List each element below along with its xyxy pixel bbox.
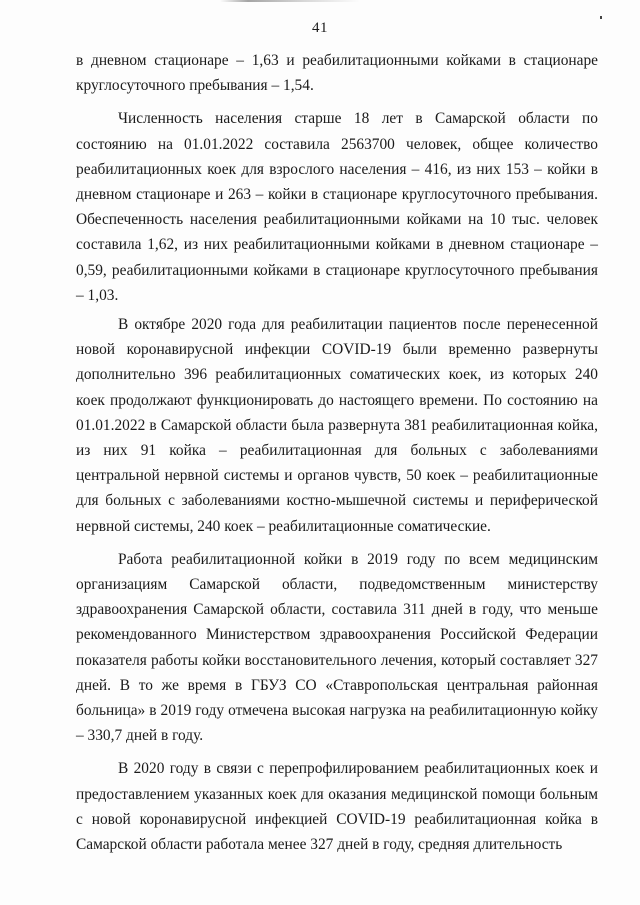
page-number: 41 [312,20,328,36]
paragraph-3: В октябре 2020 года для реабилитации пациентов после перенесенной новой коронавирусной инфекции COVID-19 были временно развернуты дополнительно 396 реабилитационных соматических коек, из которых 240 коек продолжают функционировать до настоящего времени. По состоянию на 01.01.2022 в Самарской области была развернута 381 реабилитационная койка, из них 91 койка – реабилитационная для больных с заболеваниями центральной нервной системы и органов чувств, 50 коек – реабилитационные для больных с заболеваниями костно-мышечной системы и периферической нервной системы, 240 коек – реабилитационные соматические. [76,316,598,535]
paragraph-5: В 2020 году в связи с перепрофилированием реабилитационных коек и предоставлением указанных коек для оказания медицинской помощи больным с новой коронавирусной инфекцией COVID-19 реабилитационная койка в Самарской области работала менее 327 дней в году, средняя длительность [76,760,598,854]
paragraph-4: Работа реабилитационной койки в 2019 году по всем медицинским организациям Самарской области, подведомственным министерству здравоохранения Самарской области, составила 311 дней в году, что меньше рекомендованного Министерством здравоохранения Российской Федерации показателя работы койки восстановительного лечения, который составляет 327 дней. В то же время в ГБУЗ СО «Ставропольская центральная районная больница» в 2019 году отмечена высокая нагрузка на реабилитационную койку – 330,7 дней в году. [76,550,598,745]
paragraph-2: Численность населения старше 18 лет в Самарской области по состоянию на 01.01.2022 составила 2563700 человек, общее количество реабилитационных коек для взрослого населения – 416, из них 153 – койки в дневном стационаре и 263 – койки в стационаре круглосуточного пребывания. Обеспеченность населения реабилитационными койками на 10 тыс. человек составила 1,62, из них реабилитационными койками в дневном стационаре – 0,59, реабилитационными койками в стационаре круглосуточного пребывания – 1,03. [76,110,598,304]
paragraph-1: в дневном стационаре – 1,63 и реабилитационными койками в стационаре круглосуточного пребывания – 1,54. [76,52,598,95]
scan-artifact-top [220,0,360,2]
document-body [76,48,598,857]
scan-artifact-dot [600,16,602,19]
